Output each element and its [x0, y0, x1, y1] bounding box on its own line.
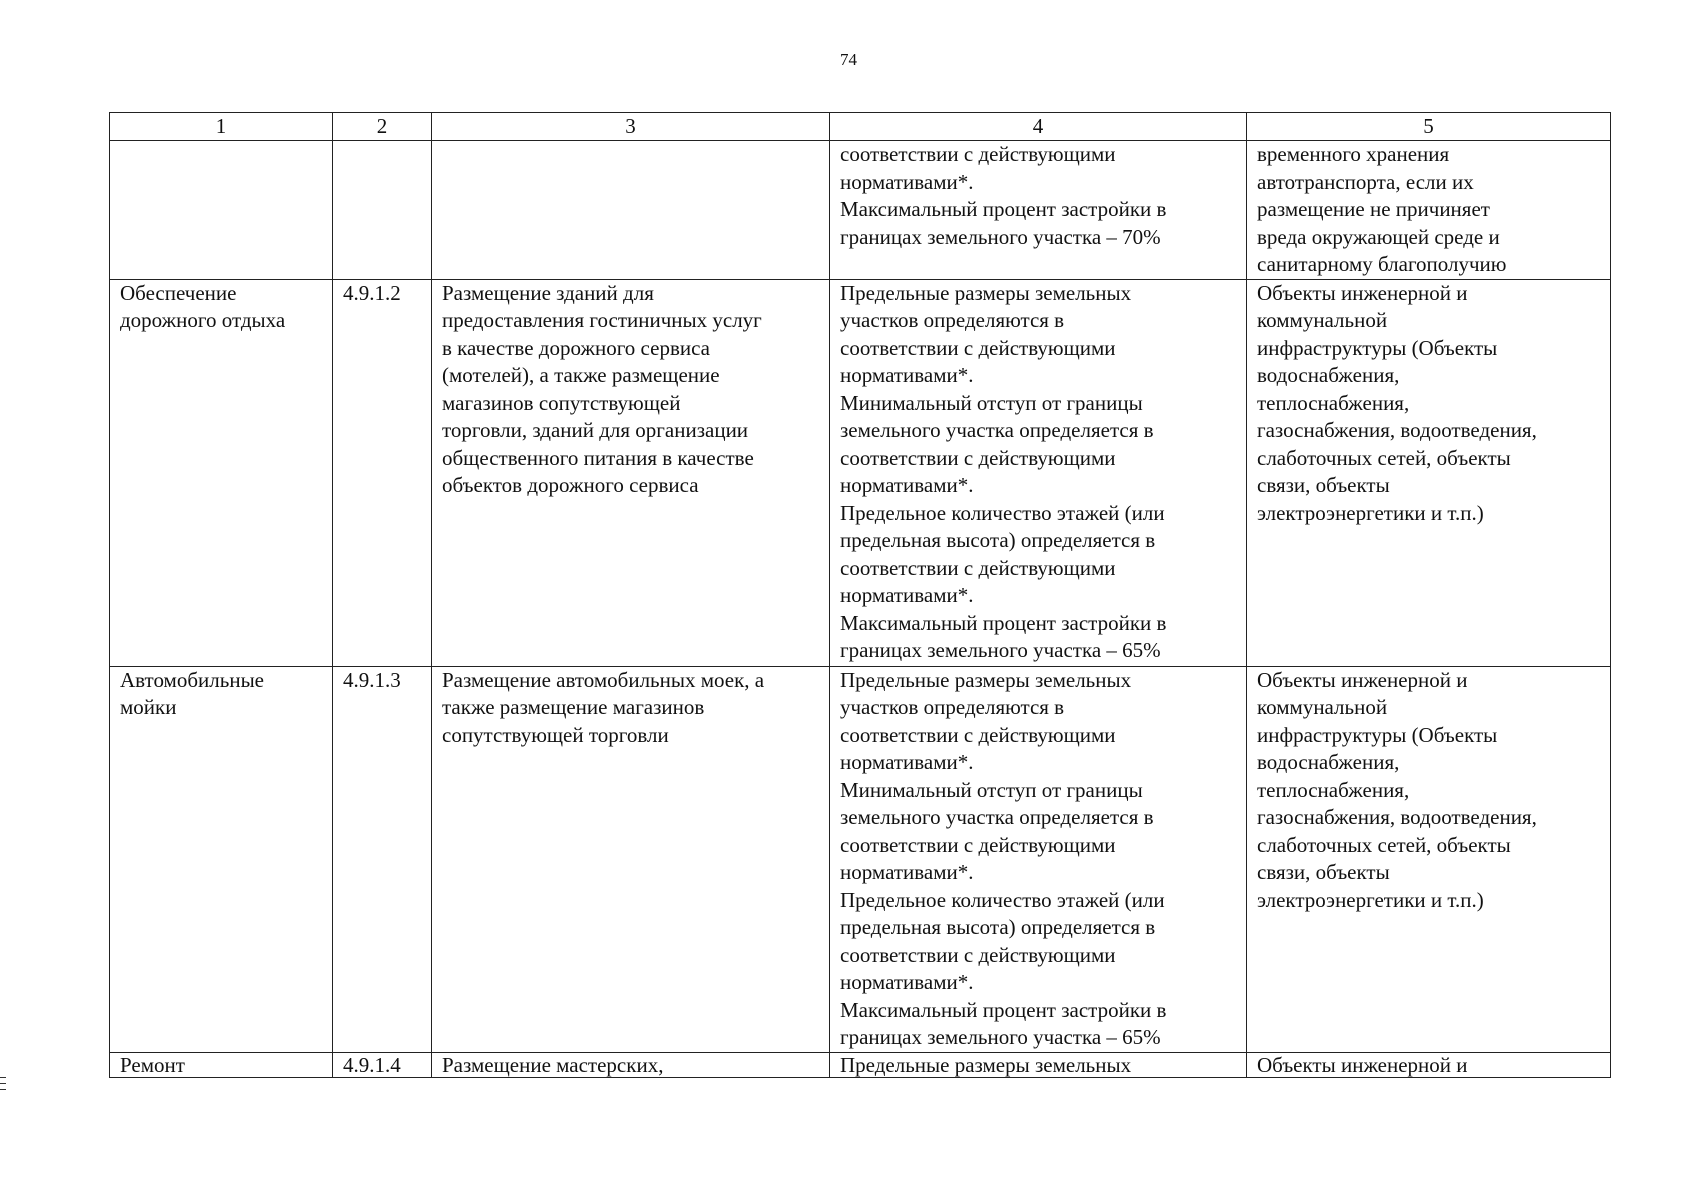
- continuation-row: [110, 141, 1611, 280]
- table-body: [110, 141, 1611, 1078]
- row-code: [333, 1052, 432, 1077]
- row-code: [333, 666, 432, 1052]
- continuation-parameters: [830, 141, 1247, 280]
- row-parameters-text: Предельные размеры земельных: [840, 1052, 1132, 1077]
- row-parameters-text: Предельные размеры земельных участков определяются в соответствии с действующими нормативами*. Минимальный отступ от границы земельного участка определяется в соответствии с действующими нормативами*. Предельное количество этажей (или предельная высота) определяется в соответствии с действующими нормативами*. Максимальный процент застройки в границах земельного участка – 65%: [840, 667, 1167, 1049]
- header-col-4: 4: [830, 113, 1247, 141]
- land-use-table: [109, 112, 1611, 1078]
- row-description-text: Размещение мастерских,: [442, 1052, 664, 1077]
- row-name: [110, 1052, 333, 1077]
- row-auxiliary-text: Объекты инженерной и коммунальной инфраструктуры (Объекты водоснабжения, теплоснабжения, газоснабжения, водоотведения, слаботочных сетей, объекты связи, объекты электроэнергетики и т.п.): [1257, 667, 1537, 912]
- table-row: [110, 666, 1611, 1052]
- row-code-text: 4.9.1.3: [343, 667, 401, 692]
- table-row: [110, 1052, 1611, 1077]
- row-auxiliary: [1247, 666, 1611, 1052]
- row-description: [432, 279, 830, 666]
- row-auxiliary: [1247, 279, 1611, 666]
- continuation-col-3: [432, 141, 830, 280]
- header-col-1: 1: [110, 113, 333, 141]
- row-description: [432, 1052, 830, 1077]
- row-name-text: Ремонт: [120, 1052, 185, 1077]
- header-row: [110, 113, 1611, 141]
- table-row: [110, 279, 1611, 666]
- continuation-col-2: [333, 141, 432, 280]
- continuation-parameters-text: соответствии с действующими нормативами*. Максимальный процент застройки в границах земельного участка – 70%: [840, 142, 1167, 249]
- scan-edge-mark: [0, 1089, 6, 1090]
- row-name-text: Автомобильные мойки: [120, 667, 264, 719]
- row-description-text: Размещение автомобильных моек, а также размещение магазинов сопутствующей торговли: [442, 667, 765, 747]
- header-col-5: 5: [1247, 113, 1611, 141]
- table-header: [110, 113, 1611, 141]
- scan-edge-mark: [0, 1077, 6, 1078]
- continuation-auxiliary: [1247, 141, 1611, 280]
- row-code-text: 4.9.1.2: [343, 280, 401, 305]
- continuation-col-1: [110, 141, 333, 280]
- row-parameters: [830, 666, 1247, 1052]
- row-parameters: [830, 279, 1247, 666]
- row-auxiliary: [1247, 1052, 1611, 1077]
- row-auxiliary-text: Объекты инженерной и коммунальной инфраструктуры (Объекты водоснабжения, теплоснабжения, газоснабжения, водоотведения, слаботочных сетей, объекты связи, объекты электроэнергетики и т.п.): [1257, 280, 1537, 525]
- header-col-2: 2: [333, 113, 432, 141]
- row-description-text: Размещение зданий для предоставления гостиничных услуг в качестве дорожного сервиса (мотелей), а также размещение магазинов сопутствующей торговли, зданий для организации общественного питания в качестве объектов дорожного сервиса: [442, 280, 762, 497]
- row-name: [110, 279, 333, 666]
- row-description: [432, 666, 830, 1052]
- header-col-3: 3: [432, 113, 830, 141]
- row-code: [333, 279, 432, 666]
- row-parameters-text: Предельные размеры земельных участков определяются в соответствии с действующими нормативами*. Минимальный отступ от границы земельного участка определяется в соответствии с действующими нормативами*. Предельное количество этажей (или предельная высота) определяется в соответствии с действующими нормативами*. Максимальный процент застройки в границах земельного участка – 65%: [840, 280, 1167, 662]
- row-code-text: 4.9.1.4: [343, 1052, 401, 1077]
- scan-edge-mark: [0, 1083, 6, 1084]
- row-parameters: [830, 1052, 1247, 1077]
- row-name-text: Обеспечение дорожного отдыха: [120, 280, 286, 332]
- row-name: [110, 666, 333, 1052]
- page-number: 74: [840, 50, 857, 69]
- continuation-auxiliary-text: временного хранения автотранспорта, если их размещение не причиняет вреда окружающей среде и санитарному благополучию: [1257, 142, 1507, 276]
- row-auxiliary-text: Объекты инженерной и: [1257, 1052, 1468, 1077]
